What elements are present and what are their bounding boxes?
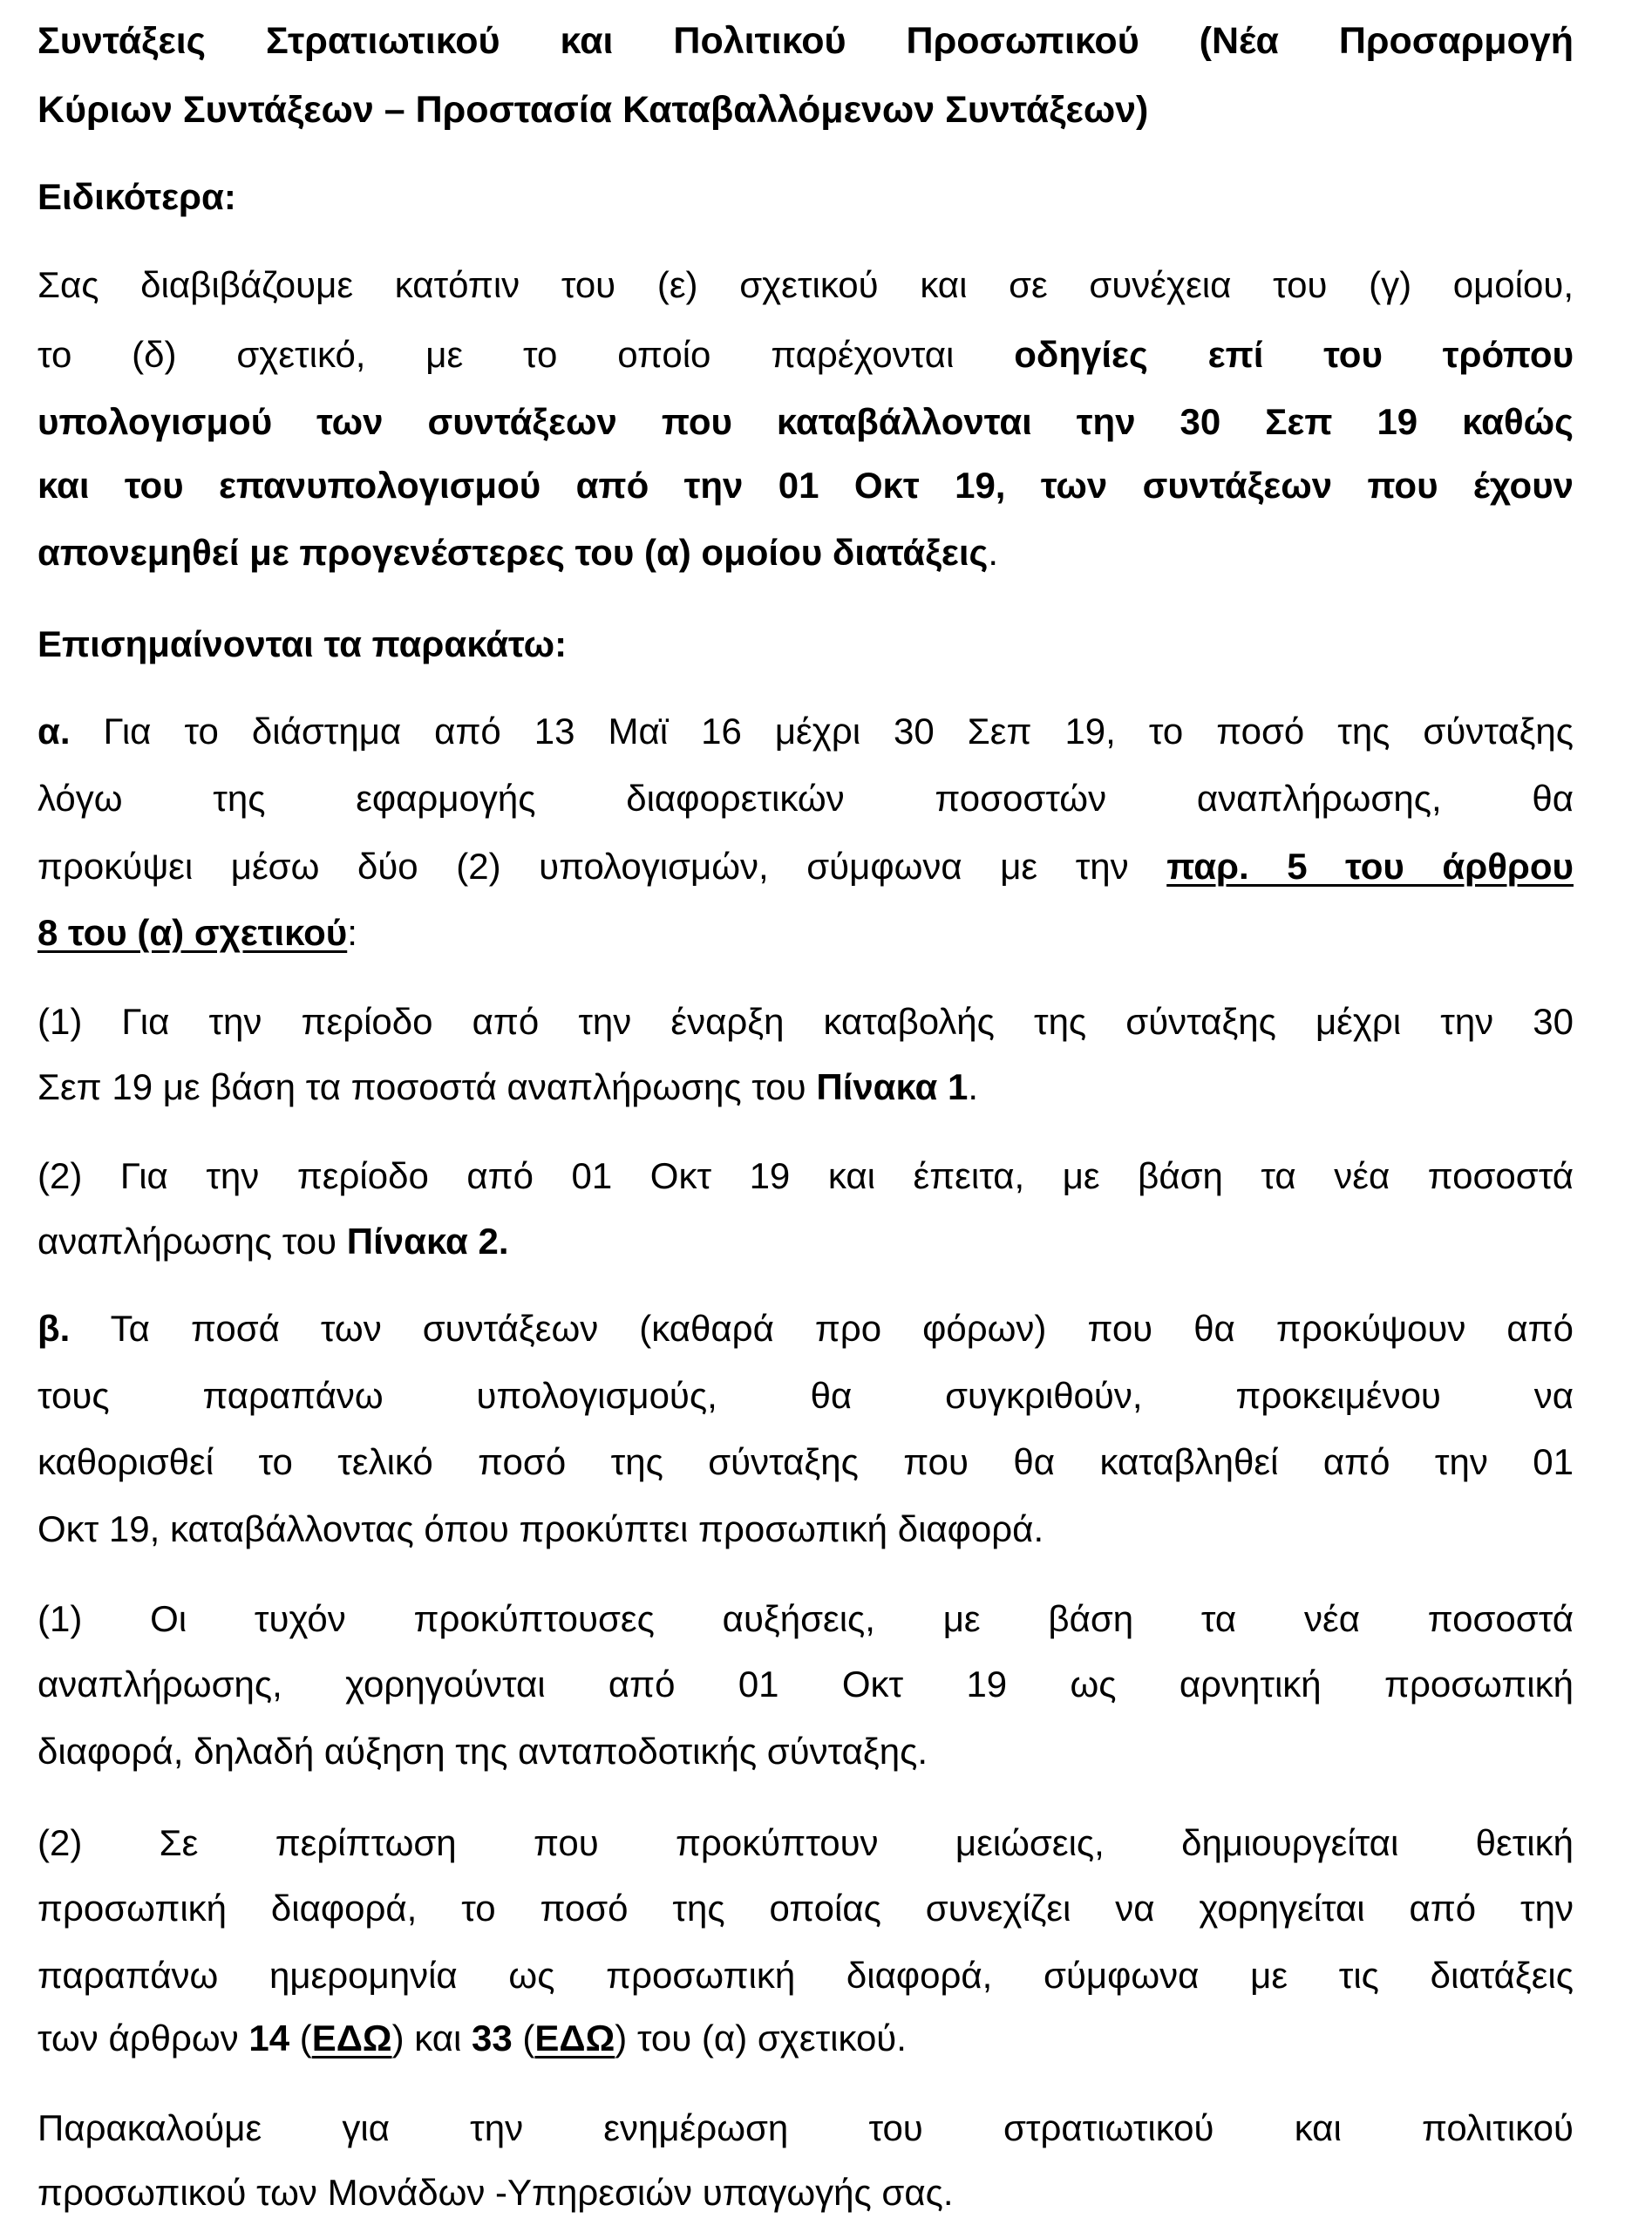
intro-line-1: Σας διαβιβάζουμε κατόπιν του (ε) σχετικού και σε συνέχεια του (γ) ομοίου, xyxy=(37,264,1574,305)
item-b-sub1-line-1: (1) Οι τυχόν προκύπτουσες αυξήσεις, με βάση τα νέα ποσοστά xyxy=(37,1598,1574,1639)
intro-line-5-end: . xyxy=(988,532,999,573)
intro-line-5-bold: απονεμηθεί με προγενέστερες του (α) ομοίου διατάξεις xyxy=(37,532,989,573)
document-title-line-1: Συντάξεις Στρατιωτικού και Πολιτικού Προσωπικού (Νέα Προσαρμογή xyxy=(37,20,1574,62)
section-heading-noted: Επισημαίνονται τα παρακάτω: xyxy=(37,623,568,664)
intro-line-3: υπολογισμού των συντάξεων που καταβάλλονται την 30 Σεπ 19 καθώς xyxy=(37,401,1574,442)
item-b-sub2-line-4: των άρθρων 14 (ΕΔΩ) και 33 (ΕΔΩ) του (α) σχετικού. xyxy=(37,2018,907,2058)
item-b-line-1 xyxy=(37,1307,1574,1351)
item-b-sub2-line-4-end: του (α) σχετικού. xyxy=(636,2018,907,2058)
document-title-line-2: Κύριων Συντάξεων – Προστασία Καταβαλλόμενων Συντάξεων) xyxy=(37,89,1149,131)
item-b-line-2: τους παραπάνω υπολογισμούς, θα συγκριθούν, προκειμένου να xyxy=(37,1375,1574,1416)
section-heading-specifically: Ειδικότερα: xyxy=(37,176,236,217)
item-b-line-1-text: Τα ποσά των συντάξεων (καθαρά προ φόρων) που θα προκύψουν από xyxy=(110,1308,1574,1349)
item-a-sub2-line-1: (2) Για την περίοδο από 01 Οκτ 19 και έπειτα, με βάση τα νέα ποσοστά xyxy=(37,1155,1574,1196)
item-a-sub1-line-2-text: Σεπ 19 με βάση τα ποσοστά αναπλήρωσης του xyxy=(37,1066,806,1107)
intro-line-4: και του επανυπολογισμού από την 01 Οκτ 19, των συντάξεων που έχουν xyxy=(37,465,1574,506)
item-a-sub1-line-1: (1) Για την περίοδο από την έναρξη καταβολής της σύνταξης μέχρι την 30 xyxy=(37,1001,1574,1042)
intro-line-2-regular: το (δ) σχετικό, με το οποίο παρέχονται xyxy=(37,334,955,375)
item-a-label: α. xyxy=(37,711,71,752)
item-b-label: β. xyxy=(37,1308,71,1349)
intro-line-2 xyxy=(37,333,1574,377)
article-33-number: 33 xyxy=(472,2018,513,2058)
intro-line-5 xyxy=(37,531,1574,575)
article-reference-link-cont[interactable]: 8 του (α) σχετικού xyxy=(37,912,348,953)
item-b-sub1-line-3: διαφορά, δηλαδή αύξηση της ανταποδοτικής σύνταξης. xyxy=(37,1731,928,1772)
item-a-sub2-line-2 xyxy=(37,1220,1574,1263)
item-b-sub2-line-2: προσωπική διαφορά, το ποσό της οποίας συνεχίζει να χορηγείται από την xyxy=(37,1888,1574,1929)
item-b-line-4: Οκτ 19, καταβάλλοντας όπου προκύπτει προσωπική διαφορά. xyxy=(37,1508,1044,1549)
item-a-sub1-line-2 xyxy=(37,1065,1574,1109)
item-b-sub1-line-2: αναπλήρωσης, χορηγούνται από 01 Οκτ 19 ως αρνητική προσωπική xyxy=(37,1664,1574,1705)
item-b-sub2-line-4-and: και xyxy=(414,2018,462,2058)
closing-line-1: Παρακαλούμε για την ενημέρωση του στρατιωτικού και πολιτικού xyxy=(37,2107,1574,2148)
item-b-sub2-line-1: (2) Σε περίπτωση που προκύπτουν μειώσεις, δημιουργείται θετική xyxy=(37,1822,1574,1863)
item-a-sub2-line-2-text: αναπλήρωσης του xyxy=(37,1221,337,1262)
article-reference-link[interactable]: παρ. 5 του άρθρου xyxy=(1166,846,1574,887)
table-2-ref: Πίνακα 2. xyxy=(346,1221,509,1262)
item-a-line-3 xyxy=(37,845,1574,888)
item-b-sub2-line-3: παραπάνω ημερομηνία ως προσωπική διαφορά, σύμφωνα με τις διατάξεις xyxy=(37,1955,1574,1996)
item-a-sub1-line-2-end: . xyxy=(968,1066,979,1107)
item-a-line-1-text: Για το διάστημα από 13 Μαϊ 16 μέχρι 30 Σεπ 19, το ποσό της σύνταξης xyxy=(103,711,1574,752)
closing-line-2: προσωπικού των Μονάδων -Υπηρεσιών υπαγωγής σας. xyxy=(37,2172,954,2213)
item-a-line-4 xyxy=(37,911,1574,955)
item-a-line-3-text: προκύψει μέσω δύο (2) υπολογισμών, σύμφωνα με την xyxy=(37,846,1129,887)
item-a-line-4-end: : xyxy=(347,912,357,953)
item-b-line-3: καθορισθεί το τελικό ποσό της σύνταξης που θα καταβληθεί από την 01 xyxy=(37,1441,1574,1482)
item-a-line-1 xyxy=(37,710,1574,753)
table-1-ref: Πίνακα 1 xyxy=(816,1066,969,1107)
item-a-line-2: λόγω της εφαρμογής διαφορετικών ποσοστών αναπλήρωσης, θα xyxy=(37,778,1574,819)
item-b-sub2-line-4-text: των άρθρων xyxy=(37,2018,239,2058)
intro-line-2-bold: οδηγίες επί του τρόπου xyxy=(1014,334,1574,375)
article-14-link[interactable]: ΕΔΩ xyxy=(311,2018,392,2058)
article-14-number: 14 xyxy=(248,2018,290,2058)
article-33-link[interactable]: ΕΔΩ xyxy=(534,2018,615,2058)
